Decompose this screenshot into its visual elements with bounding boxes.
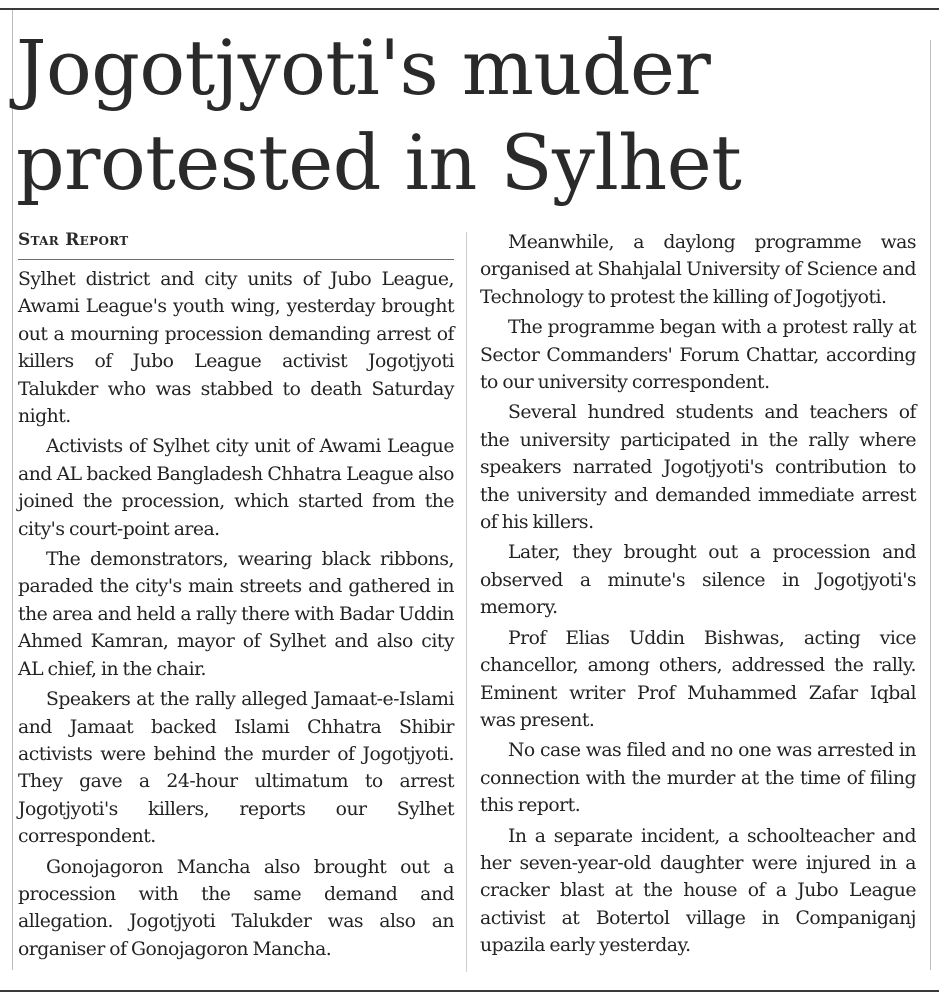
headline: Jogotjyoti's muder protested in Sylhet	[16, 23, 742, 207]
paragraph: In a separate incident, a schoolteacher and her seven-year-old daughter were injured in a cracker blast at the house of a Jubo League activist at Botertol village in Companiganj upazila early yesterday.	[480, 825, 916, 957]
paragraph: Prof Elias Uddin Bishwas, acting vice chancellor, among others, addressed the rally. Eminent writer Prof Muhammed Zafar Iqbal was present.	[480, 627, 916, 731]
byline: Star Report	[18, 230, 129, 250]
byline-rule	[18, 259, 454, 260]
top-rule	[0, 8, 939, 10]
right-column	[480, 229, 916, 963]
paragraph: Gonojagoron Mancha also brought out a procession with the same demand and allegation. Jogotjyoti Talukder was also an organiser of Gonojagoron Mancha.	[18, 856, 454, 960]
paragraph: Meanwhile, a daylong programme was organised at Shahjalal University of Science and Technology to protest the killing of Jogotjyoti.	[480, 232, 916, 308]
paragraph: Activists of Sylhet city unit of Awami League and AL backed Bangladesh Chhatra League also joined the procession, which started from the city's court-point area.	[18, 436, 454, 540]
paragraph: Later, they brought out a procession and observed a minute's silence in Jogotjyoti's memory.	[480, 542, 916, 619]
paragraph: Sylhet district and city units of Jubo League, Awami League's youth wing, yesterday brought out a mourning procession demanding arrest of killers of Jubo League activist Jogotjyoti Talukder who was stabbed to death Saturday night.	[18, 269, 454, 428]
bottom-rule	[0, 990, 939, 992]
paragraph: Several hundred students and teachers of the university participated in the rally where speakers narrated Jogotjyoti's contribution to the university and demanded immediate arrest of his killers.	[480, 402, 916, 534]
left-border	[12, 10, 13, 970]
paragraph: Speakers at the rally alleged Jamaat-e-Islami and Jamaat backed Islami Chhatra Shibir activists were behind the murder of Jogotjyoti. They gave a 24-hour ultimatum to arrest Jogotjyoti's killers, reports our Sylhet correspondent.	[18, 689, 454, 848]
column-divider	[466, 232, 467, 972]
paragraph: The programme began with a protest rally at Sector Commanders' Forum Chattar, according to our university correspondent.	[480, 317, 916, 394]
right-border	[930, 40, 931, 970]
paragraph: The demonstrators, wearing black ribbons, paraded the city's main streets and gathered in the area and held a rally there with Badar Uddin Ahmed Kamran, mayor of Sylhet and also city AL chief, in the chair.	[18, 549, 454, 680]
paragraph: No case was filed and no one was arrested in connection with the murder at the time of filing this report.	[480, 740, 916, 817]
left-column	[18, 266, 454, 966]
